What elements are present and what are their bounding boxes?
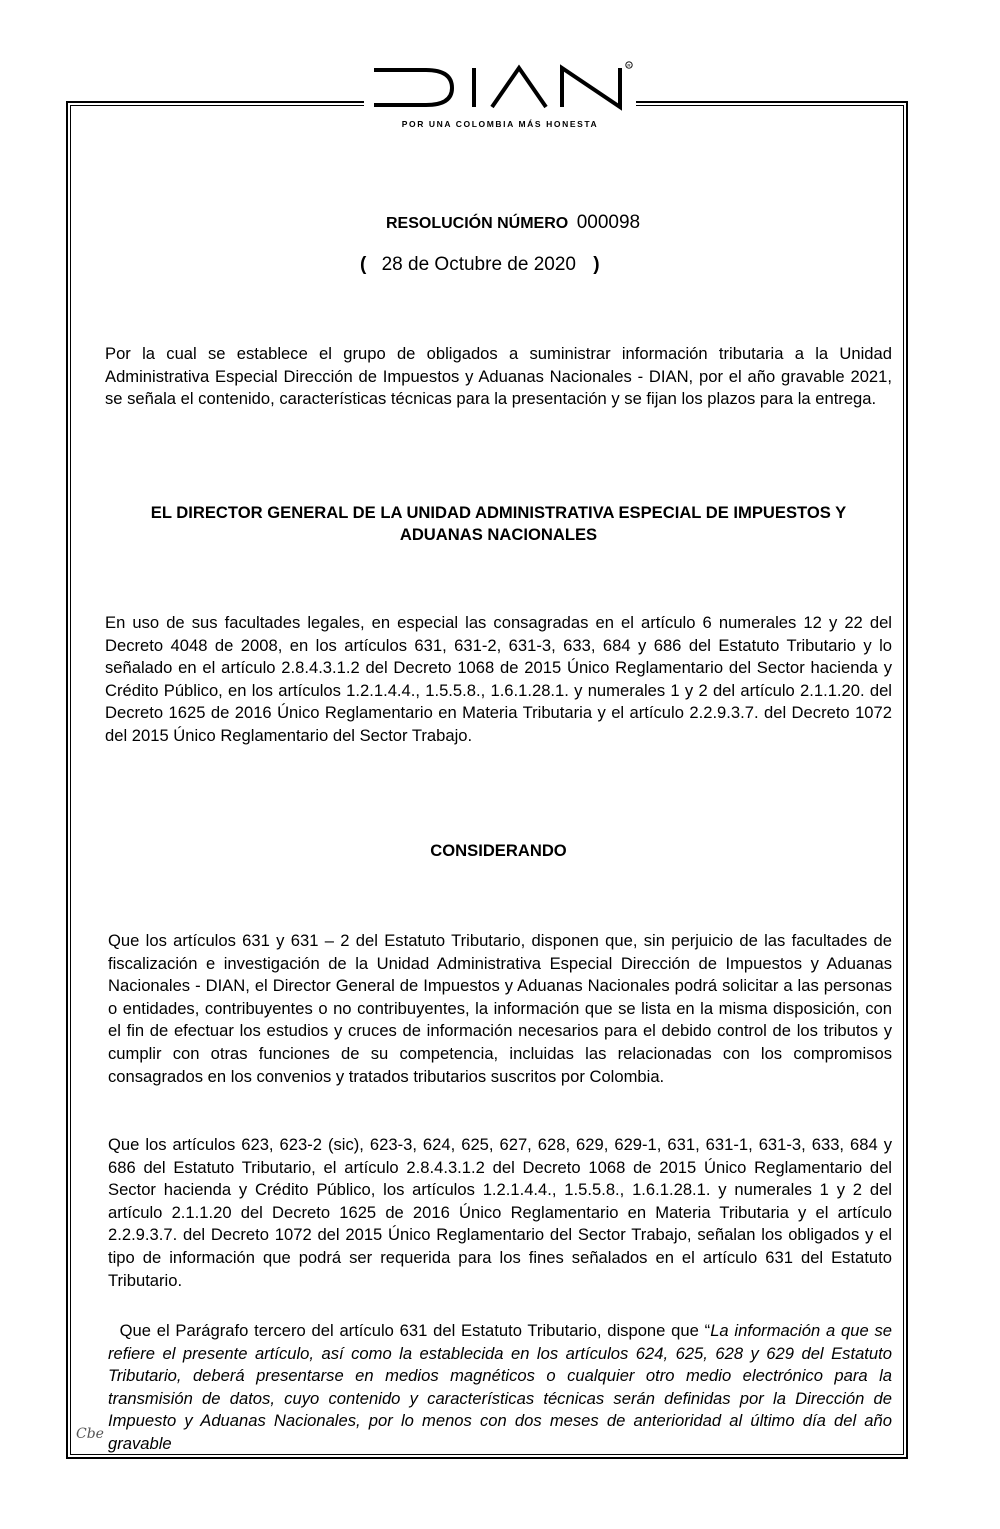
powers-paragraph: En uso de sus facultades legales, en especial las consagradas en el artículo 6 numerales 12 y 22 del Decreto 4048 de 2008, en los artículos 631, 631-2, 631-3, 633, 684 y 686 del Estatuto Tributario y lo señalado en el artículo 2.8.4.3.1.2 del Decreto 1068 de 2015 Único Reglamentario del Sector hacienda y Crédito Público, en los artículos 1.2.1.4.4., 1.5.5.8., 1.6.1.28.1. y numerales 1 y 2 del artículo 2.1.1.20. del Decreto 1625 de 2016 Único Reglamentario en Materia Tributaria y el artículo 2.2.9.3.7. del Decreto 1072 del 2015 Único Reglamentario del Sector Trabajo. bbox=[105, 613, 892, 745]
considering-heading: CONSIDERANDO bbox=[430, 841, 567, 860]
paren-open: ( bbox=[360, 254, 367, 275]
resolution-label: RESOLUCIÓN NÚMERO bbox=[386, 215, 569, 232]
considering-paragraph-1: Que los artículos 631 y 631 – 2 del Estatuto Tributario, disponen que, sin perjuicio de las facultades de fiscalización e investigación de la Unidad Administrativa Especial Dirección de Impuestos y Aduanas Nacionales - DIAN, el Director General de Impuestos y Aduanas Nacionales podrá solicitar a las personas o entidades, contribuyentes o no contribuyentes, la información que se lista en la misma disposición, con el fin de efectuar los estudios y cruces de información necesarios para el debido control de los tributos y cumplir con otras funciones de su competencia, incluidas las relacionadas con los compromisos consagrados en los convenios y tratados tributarios suscritos por Colombia. bbox=[108, 931, 892, 1086]
resolution-date bbox=[360, 254, 600, 276]
dian-logo bbox=[364, 60, 636, 116]
considering-paragraph-2: Que los artículos 623, 623-2 (sic), 623-3, 624, 625, 627, 628, 629, 629-1, 631, 631-1, 631-3, 633, 684 y 686 del Estatuto Tributario, el artículo 2.8.4.3.1.2 del Decreto 1068 de 2015 Único Reglamentario del Sector hacienda y Crédito Público, los artículos 1.2.1.4.4., 1.5.5.8., 1.6.1.28.1. y numerales 1 y 2 del artículo 2.1.1.20 del Decreto 1625 de 2016 Único Reglamentario en Materia Tributaria y el artículo 2.2.9.3.7. del Decreto 1072 del 2015 Único Reglamentario del Sector Trabajo, señalan los obligados y el tipo de información que podrá ser requerida para los fines señalados en el artículo 631 del Estatuto Tributario. bbox=[108, 1135, 892, 1290]
initials-mark: Cbe bbox=[76, 1426, 104, 1442]
paragraph-3-intro: Que el Parágrafo tercero del artículo 631 del Estatuto Tributario, dispone que “ bbox=[119, 1321, 711, 1340]
summary-paragraph: Por la cual se establece el grupo de obligados a suministrar información tributaria a la Unidad Administrativa Especial Dirección de Impuestos y Aduanas Nacionales - DIAN, por el año gravable 2021, se señala el contenido, características técnicas para la presentación y se fijan los plazos para la entrega. bbox=[105, 344, 892, 409]
considering-paragraph-3 bbox=[108, 1320, 892, 1456]
resolution-number: 000098 bbox=[576, 212, 641, 233]
resolution-title bbox=[386, 212, 640, 234]
resolution-date-text: 28 de Octubre de 2020 bbox=[381, 254, 576, 275]
svg-text:R: R bbox=[627, 62, 631, 68]
paragraph-3-quote: La información a que se refiere el presente artículo, así como la establecida en los artículos 624, 625, 628 y 629 del Estatuto Tributario, deberá presentarse en medios magnéticos o cualquier otro medio electrónico para la transmisión de datos, cuyo contenido y características técnicas serán definidas por la Dirección de Impuesto y Aduanas Nacionales, por lo menos con dos meses de anterioridad al último día del año gravable bbox=[108, 1321, 892, 1453]
authority-heading: EL DIRECTOR GENERAL DE LA UNIDAD ADMINISTRATIVA ESPECIAL DE IMPUESTOS Y ADUANAS NACIONALES bbox=[150, 503, 847, 544]
logo-tagline: POR UNA COLOMBIA MÁS HONESTA bbox=[401, 119, 599, 129]
dian-logo-icon bbox=[364, 60, 636, 116]
paren-close: ) bbox=[593, 254, 600, 275]
